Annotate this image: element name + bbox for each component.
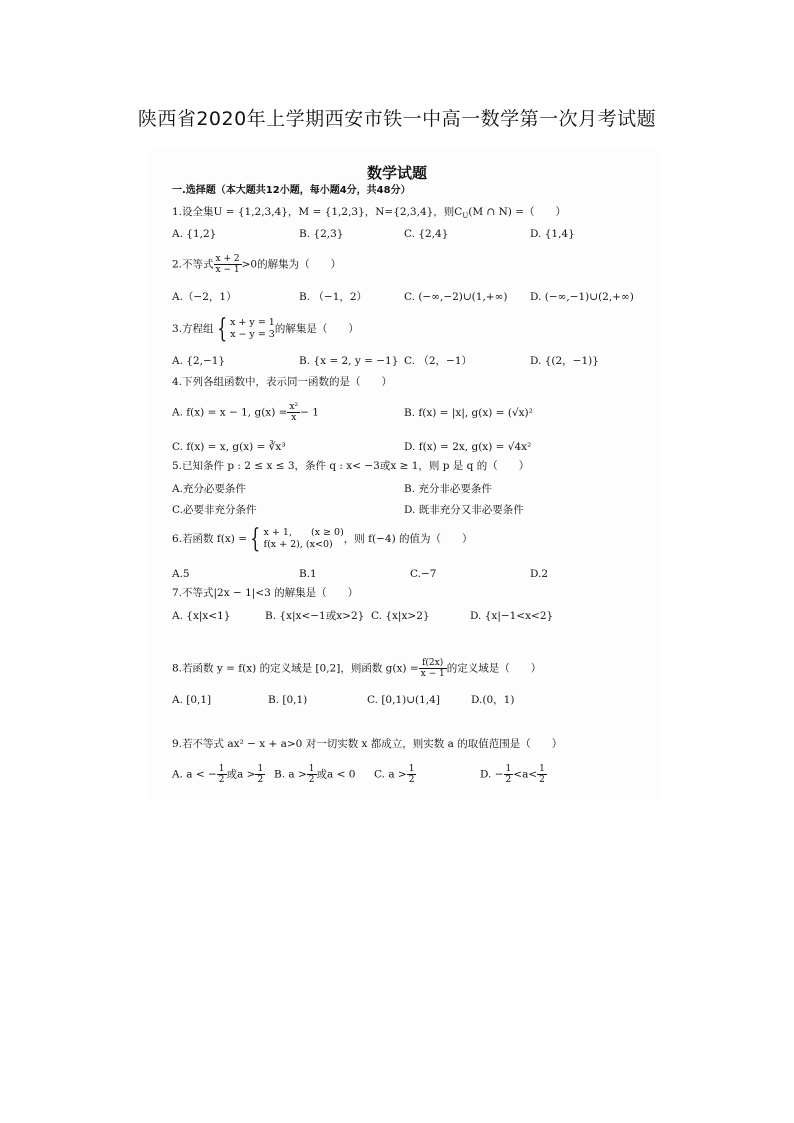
question-1: 1.设全集U = {1,2,3,4}，M = {1,2,3}，N={2,3,4}，则$C_U(M$ ∩ N) =（ ） bbox=[172, 206, 566, 221]
question-7: 7.不等式|2x − 1|<3 的解集是（ ） bbox=[172, 587, 359, 599]
q2-option-c: C. (−∞,−2)∪(1,+∞) bbox=[404, 291, 508, 303]
q4-option-a: A. f(x) = x − 1, g(x) = $\frac{\text{x²}}{x}$ − 1 bbox=[172, 402, 319, 423]
q2-option-d: D. (−∞,−1)∪(2,+∞) bbox=[530, 291, 634, 303]
q9-option-c: C. a > $\frac{1}{2}$ bbox=[374, 764, 415, 785]
q8-option-c: C. [0,1)∪(1,4] bbox=[367, 694, 440, 706]
q4-option-c: C. f(x) = x, g(x) = ∛x³ bbox=[172, 441, 286, 453]
q2-option-a: A.（−2，1） bbox=[172, 291, 237, 303]
q6-option-d: D.2 bbox=[530, 568, 549, 580]
q8-option-b: B. [0,1) bbox=[268, 694, 308, 706]
q7-option-d: D. {x|−1<x<2} bbox=[470, 610, 554, 622]
question-6: 6.若函数 f(x) = { x + 1, (x ≥ 0) f(x + 2), (x<0) ，则 f(−4) 的值为（ ） bbox=[172, 524, 473, 554]
fraction: $\frac{x + 2}{x - 1}$ bbox=[215, 254, 240, 275]
q3-option-d: D. {(2，−1)} bbox=[530, 355, 599, 367]
q5-option-a: A.充分必要条件 bbox=[172, 483, 246, 495]
q8-option-d: D.(0，1) bbox=[471, 694, 515, 706]
q5-option-c: C.必要非充分条件 bbox=[172, 504, 257, 516]
q4-option-b: B. f(x) = |x|, g(x) = (√x)² bbox=[404, 407, 533, 419]
q5-option-b: B. 充分非必要条件 bbox=[404, 483, 492, 495]
exam-title: 数学试题 bbox=[366, 164, 427, 182]
q7-option-b: B. {x|x<−1或x>2} bbox=[265, 610, 365, 622]
q3-option-c: C. （2，−1） bbox=[404, 355, 472, 367]
q1-option-d: D. {1,4} bbox=[530, 228, 575, 240]
q3-option-b: B. {x = 2, y = −1} bbox=[299, 355, 399, 367]
question-5: 5.已知条件 p : 2 ≤ x ≤ 3，条件 q : x< −3或x ≥ 1，则 p 是 q 的（ ） bbox=[172, 460, 530, 472]
q4-option-d: D. f(x) = 2x, g(x) = √4x² bbox=[404, 441, 532, 453]
q2-option-b: B. （−1，2） bbox=[299, 291, 368, 303]
q6-option-a: A.5 bbox=[172, 568, 190, 580]
question-9: 9.若不等式 ax² − x + a>0 对一切实数 x 都成立，则实数 a 的取值范围是（ ） bbox=[172, 738, 563, 750]
q9-option-d: D. − $\frac{1}{2}$ <a< $\frac{1}{2}$ bbox=[480, 764, 545, 785]
q8-option-a: A. [0,1] bbox=[172, 694, 212, 706]
q6-option-b: B.1 bbox=[299, 568, 317, 580]
q1-option-b: B. {2,3} bbox=[299, 228, 344, 240]
question-4: 4.下列各组函数中，表示同一函数的是（ ） bbox=[172, 376, 393, 388]
q1-option-a: A. {1,2} bbox=[172, 228, 217, 240]
q9-option-b: B. a > $\frac{1}{2}$ 或a < 0 bbox=[274, 764, 356, 785]
q9-option-a: A. a < − $\frac{1}{2}$ 或a > $\frac{1}{2}$ bbox=[172, 764, 264, 785]
q7-option-a: A. {x|x<1} bbox=[172, 610, 231, 622]
document-title: 陕西省2020年上学期西安市铁一中高一数学第一次月考试题 bbox=[137, 108, 657, 130]
section-heading: 一.选择题（本大题共12小题，每小题4分，共48分） bbox=[172, 185, 411, 196]
question-2: 2.不等式 $\frac{x + 2}{x - 1}$ >0的解集为（ ） bbox=[172, 254, 342, 275]
q5-option-d: D. 既非充分又非必要条件 bbox=[404, 504, 524, 516]
question-8: 8.若函数 y = f(x) 的定义域是 [0,2]，则函数 g(x) = $\frac{f(2x)}{x - 1}$ 的定义域是（ ） bbox=[172, 658, 542, 679]
q3-option-a: A. {2,−1} bbox=[172, 355, 226, 367]
question-3: 3.方程组 { x + y = 1 x − y = 3 的解集是（ ） bbox=[172, 314, 359, 344]
q6-option-c: C.−7 bbox=[410, 568, 437, 580]
q1-option-c: C. {2,4} bbox=[404, 228, 449, 240]
q7-option-c: C. {x|x>2} bbox=[371, 610, 430, 622]
